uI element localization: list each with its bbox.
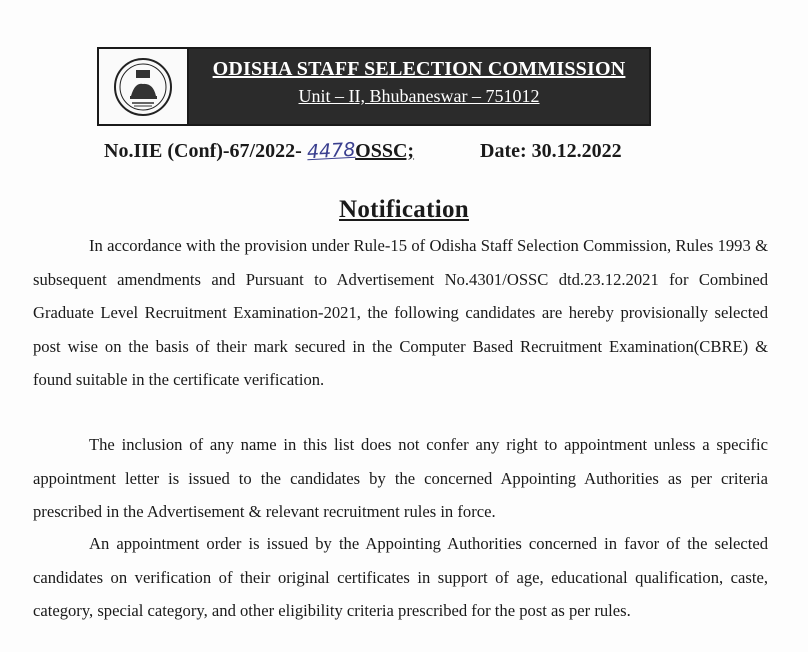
organization-name: ODISHA STAFF SELECTION COMMISSION [212, 58, 626, 80]
letterhead [97, 47, 651, 126]
emblem-frame [99, 49, 189, 124]
reference-suffix: OSSC; [355, 140, 415, 162]
organization-address: Unit – II, Bhubaneswar – 751012 [298, 86, 540, 106]
reference-number [104, 140, 414, 163]
reference-prefix: No.IIE (Conf)-67/2022- [104, 140, 302, 162]
notification-date: Date: 30.12.2022 [480, 140, 622, 162]
odisha-emblem-icon [112, 56, 174, 118]
body-paragraph-3: An appointment order is issued by the Appointing Authorities concerned in favor of the selected candidates on verification of their original certificates in support of age, educational qualification, caste, category, special category, and other eligibility criteria prescribed for the post as per rules. [33, 534, 768, 620]
notification-title: Notification [339, 196, 469, 223]
handwritten-number: 4478 [306, 138, 356, 164]
body-paragraph-2: The inclusion of any name in this list does not confer any right to appointment unless a specific appointment letter is issued to the candidates by the concerned Appointing Authorities as per criteria prescribed in the Advertisement & relevant recruitment rules in force. [33, 435, 768, 521]
body-paragraph-1: In accordance with the provision under Rule-15 of Odisha Staff Selection Commission, Rules 1993 & subsequent amendments and Pursuant to Advertisement No.4301/OSSC dtd.23.12.2021 for Combined Graduate Level Recruitment Examination-2021, the following candidates are hereby provisionally selected post wise on the basis of their mark secured in the Computer Based Recruitment Examination(CBRE) & found suitable in the certificate verification. [33, 236, 768, 389]
